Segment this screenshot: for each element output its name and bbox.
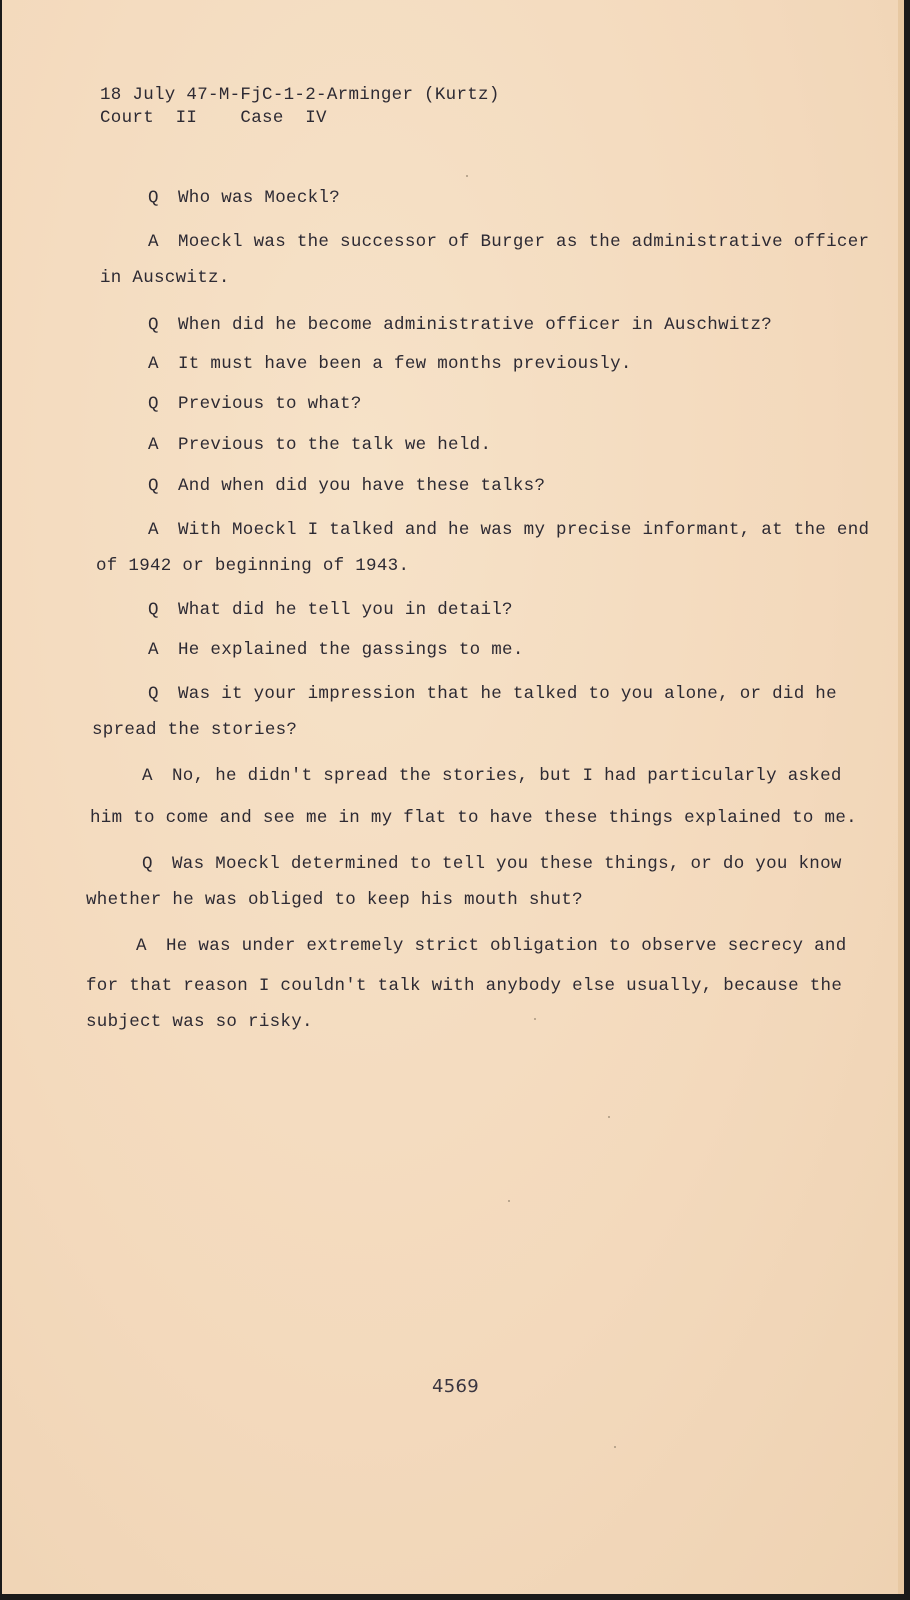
- speaker-label: A: [148, 354, 159, 374]
- line-text: With Moeckl I talked and he was my precise informant, at the end: [178, 520, 870, 540]
- speaker-label: Q: [148, 476, 159, 496]
- transcript-continuation: for that reason I couldn't talk with anybody else usually, because the: [86, 976, 843, 996]
- transcript-continuation: spread the stories?: [92, 720, 298, 740]
- transcript-continuation: in Auscwitz.: [100, 268, 230, 288]
- line-text: No, he didn't spread the stories, but I had particularly asked: [172, 766, 842, 786]
- transcript-answer: [136, 934, 847, 958]
- transcript-continuation: subject was so risky.: [86, 1012, 313, 1032]
- speaker-label: Q: [148, 600, 159, 620]
- transcript-question: [142, 852, 842, 876]
- paper-speck: [608, 1116, 610, 1118]
- speaker-label: A: [142, 766, 153, 786]
- page-edge: [898, 0, 904, 1594]
- transcript-question: [148, 186, 340, 210]
- line-text: What did he tell you in detail?: [178, 600, 513, 620]
- transcript-answer: [148, 518, 869, 542]
- transcript-question: [148, 392, 362, 416]
- speaker-label: A: [148, 640, 159, 660]
- transcript-answer: [148, 230, 869, 254]
- line-text: When did he become administrative officer in Auschwitz?: [178, 315, 773, 335]
- header-line-1: 18 July 47-M-FjC-1-2-Arminger (Kurtz): [100, 85, 500, 105]
- line-text: Was it your impression that he talked to you alone, or did he: [178, 684, 837, 704]
- paper-speck: [508, 1200, 510, 1202]
- transcript-continuation: him to come and see me in my flat to have these things explained to me.: [90, 808, 857, 828]
- header-line-2: Court II Case IV: [100, 108, 327, 128]
- line-text: Who was Moeckl?: [178, 188, 341, 208]
- paper-speck: [614, 1446, 616, 1448]
- transcript-answer: [148, 638, 524, 662]
- transcript-question: [148, 682, 837, 706]
- line-text: And when did you have these talks?: [178, 476, 546, 496]
- transcript-question: [148, 474, 545, 498]
- speaker-label: Q: [148, 188, 159, 208]
- paper-speck: [466, 175, 468, 177]
- speaker-label: Q: [148, 315, 159, 335]
- speaker-label: A: [148, 520, 159, 540]
- page-number: 4569: [432, 1376, 480, 1397]
- transcript-continuation: of 1942 or beginning of 1943.: [96, 556, 410, 576]
- line-text: Previous to what?: [178, 394, 362, 414]
- transcript-answer: [148, 352, 632, 376]
- speaker-label: A: [148, 435, 159, 455]
- line-text: He explained the gassings to me.: [178, 640, 524, 660]
- line-text: Previous to the talk we held.: [178, 435, 492, 455]
- transcript-question: [148, 598, 513, 622]
- line-text: Moeckl was the successor of Burger as the administrative officer: [178, 232, 870, 252]
- speaker-label: A: [136, 936, 147, 956]
- speaker-label: Q: [142, 854, 153, 874]
- transcript-answer: [148, 433, 491, 457]
- speaker-label: Q: [148, 394, 159, 414]
- transcript-continuation: whether he was obliged to keep his mouth shut?: [86, 890, 583, 910]
- line-text: He was under extremely strict obligation to observe secrecy and: [166, 936, 847, 956]
- transcript-question: [148, 313, 772, 337]
- document-page: [2, 0, 904, 1594]
- paper-speck: [534, 1018, 536, 1020]
- transcript-answer: [142, 764, 842, 788]
- speaker-label: Q: [148, 684, 159, 704]
- line-text: It must have been a few months previously.: [178, 354, 632, 374]
- document-header: [100, 84, 500, 130]
- speaker-label: A: [148, 232, 159, 252]
- line-text: Was Moeckl determined to tell you these things, or do you know: [172, 854, 842, 874]
